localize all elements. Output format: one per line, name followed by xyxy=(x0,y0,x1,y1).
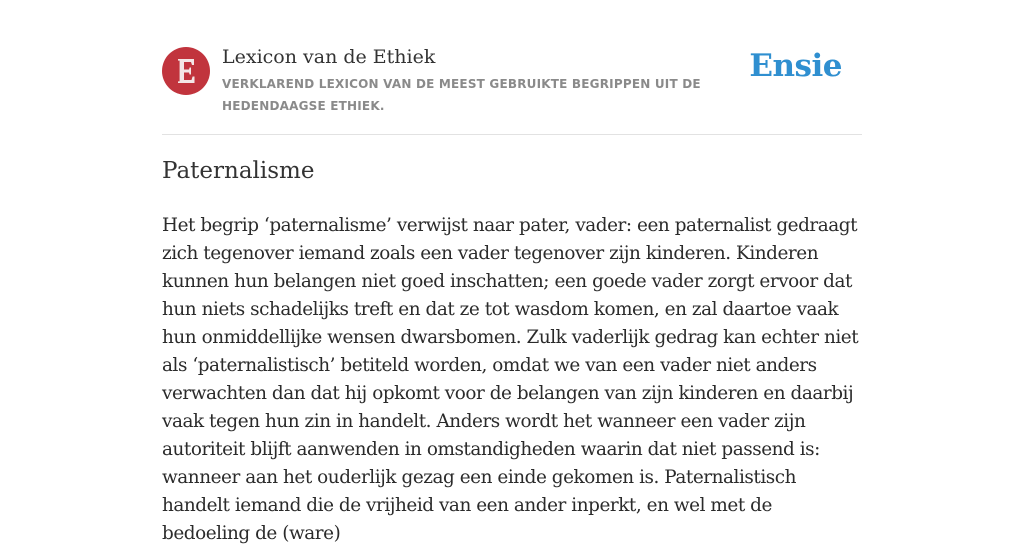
site-header xyxy=(162,44,862,134)
article-body: Het begrip ‘paternalisme’ verwijst naar pater, vader: een paternalist gedraagt zich tegenover iemand zoals een vader tegenover zijn kinderen. Kinderen kunnen hun belangen niet goed inschatten; een goede vader zorgt ervoor dat hun niets schadelijks treft en dat ze tot wasdom komen, en zal daartoe vaak hun onmiddellijke wensen dwarsbomen. Zulk vaderlijk gedrag kan echter niet als ‘paternalistisch’ betiteld worden, omdat we van een vader niet anders verwachten dan dat hij opkomt voor de belangen van zijn kinderen en daarbij vaak tegen hun zin in handelt. Anders wordt het wanneer een vader zijn autoriteit blijft aanwenden in omstandigheden waarin dat niet passend is: wanneer aan het ouderlijk gezag een einde gekomen is. Paternalistisch handelt iemand die de vrijheid van een ander inperkt, en wel met de bedoeling de (ware) xyxy=(162,215,859,544)
site-subtitle: VERKLAREND LEXICON VAN DE MEEST GEBRUIKTE BEGRIPPEN UIT DE HEDENDAAGSE ETHIEK. xyxy=(222,77,701,113)
header-divider xyxy=(162,134,862,135)
site-title[interactable]: Lexicon van de Ethiek xyxy=(222,46,436,68)
article-title: Paternalisme xyxy=(162,158,315,184)
logo-letter-e-icon xyxy=(162,47,210,95)
lexicon-logo-icon[interactable] xyxy=(162,47,210,95)
ensie-brand-link[interactable]: Ensie xyxy=(749,48,842,84)
